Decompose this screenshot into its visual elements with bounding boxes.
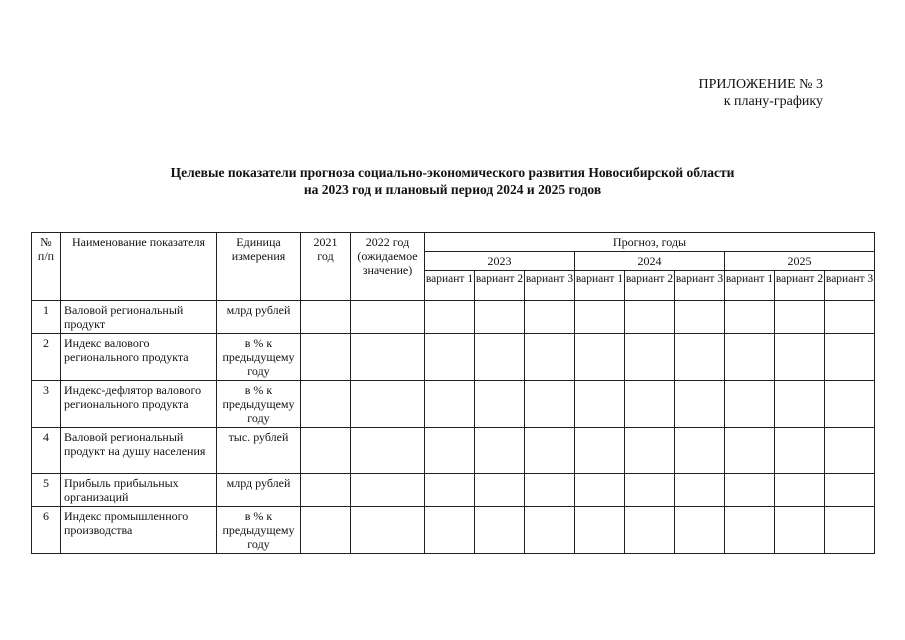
value-cell xyxy=(475,381,525,428)
header-variant: вариант 3 xyxy=(675,271,725,301)
value-cell xyxy=(775,507,825,554)
table-row xyxy=(32,428,875,474)
row-unit: млрд рублей xyxy=(217,474,301,507)
row-num: 2 xyxy=(32,334,61,381)
value-cell xyxy=(675,381,725,428)
value-cell xyxy=(775,474,825,507)
value-cell xyxy=(475,301,525,334)
row-num: 3 xyxy=(32,381,61,428)
value-cell xyxy=(675,301,725,334)
value-cell xyxy=(575,507,625,554)
value-cell xyxy=(425,428,475,474)
header-year-2024: 2024 xyxy=(575,252,725,271)
value-cell xyxy=(575,334,625,381)
value-cell xyxy=(675,428,725,474)
indicators-table xyxy=(31,232,875,554)
value-cell xyxy=(725,301,775,334)
value-cell xyxy=(425,301,475,334)
row-num: 4 xyxy=(32,428,61,474)
appendix-label xyxy=(699,76,824,110)
value-cell xyxy=(525,428,575,474)
header-forecast: Прогноз, годы xyxy=(425,233,875,252)
document-title-line-1: Целевые показатели прогноза социально-экономического развития Новосибирской области xyxy=(170,165,735,180)
header-year-2025: 2025 xyxy=(725,252,875,271)
row-name: Валовой региональный продукт на душу населения xyxy=(61,428,217,474)
value-cell xyxy=(825,474,875,507)
header-variant: вариант 2 xyxy=(775,271,825,301)
value-cell xyxy=(475,507,525,554)
row-name: Прибыль прибыльных организаций xyxy=(61,474,217,507)
row-unit: в % к предыдущему году xyxy=(217,381,301,428)
value-cell xyxy=(625,507,675,554)
value-cell xyxy=(825,334,875,381)
header-variant: вариант 1 xyxy=(425,271,475,301)
value-cell xyxy=(625,428,675,474)
header-variant: вариант 3 xyxy=(825,271,875,301)
value-cell xyxy=(475,474,525,507)
document-title xyxy=(0,164,905,198)
row-name: Индекс промышленного производства xyxy=(61,507,217,554)
value-cell xyxy=(525,507,575,554)
value-cell xyxy=(525,301,575,334)
value-cell xyxy=(725,507,775,554)
value-cell xyxy=(825,381,875,428)
header-name: Наименование показателя xyxy=(61,233,217,301)
header-num: № п/п xyxy=(32,233,61,301)
value-cell xyxy=(351,334,425,381)
value-cell xyxy=(525,474,575,507)
value-cell xyxy=(475,428,525,474)
value-cell xyxy=(301,474,351,507)
value-cell xyxy=(525,381,575,428)
document-title-line-2: на 2023 год и плановый период 2024 и 2025 годов xyxy=(303,182,602,197)
value-cell xyxy=(351,301,425,334)
value-cell xyxy=(675,334,725,381)
value-cell xyxy=(525,334,575,381)
row-num: 5 xyxy=(32,474,61,507)
row-unit: в % к предыдущему году xyxy=(217,334,301,381)
header-variant: вариант 1 xyxy=(575,271,625,301)
value-cell xyxy=(575,474,625,507)
value-cell xyxy=(825,428,875,474)
value-cell xyxy=(351,474,425,507)
header-variant: вариант 1 xyxy=(725,271,775,301)
table-row xyxy=(32,301,875,334)
value-cell xyxy=(625,474,675,507)
value-cell xyxy=(301,301,351,334)
value-cell xyxy=(575,428,625,474)
row-num: 6 xyxy=(32,507,61,554)
table-row xyxy=(32,474,875,507)
row-unit: в % к предыдущему году xyxy=(217,507,301,554)
header-2021: 2021 год xyxy=(301,233,351,301)
value-cell xyxy=(825,507,875,554)
value-cell xyxy=(675,507,725,554)
value-cell xyxy=(775,334,825,381)
value-cell xyxy=(825,301,875,334)
appendix-reference: к плану-графику xyxy=(723,94,823,109)
header-year-2023: 2023 xyxy=(425,252,575,271)
value-cell xyxy=(675,474,725,507)
table-row xyxy=(32,381,875,428)
value-cell xyxy=(725,334,775,381)
value-cell xyxy=(425,381,475,428)
header-unit: Единица измерения xyxy=(217,233,301,301)
value-cell xyxy=(301,507,351,554)
value-cell xyxy=(625,301,675,334)
value-cell xyxy=(775,381,825,428)
value-cell xyxy=(775,428,825,474)
value-cell xyxy=(625,381,675,428)
table-row xyxy=(32,334,875,381)
header-variant: вариант 2 xyxy=(625,271,675,301)
header-row-1 xyxy=(32,233,875,252)
value-cell xyxy=(775,301,825,334)
row-name: Индекс-дефлятор валового регионального продукта xyxy=(61,381,217,428)
value-cell xyxy=(425,507,475,554)
value-cell xyxy=(575,381,625,428)
value-cell xyxy=(351,428,425,474)
value-cell xyxy=(725,474,775,507)
value-cell xyxy=(425,474,475,507)
value-cell xyxy=(301,428,351,474)
value-cell xyxy=(425,334,475,381)
value-cell xyxy=(725,381,775,428)
value-cell xyxy=(301,381,351,428)
value-cell xyxy=(625,334,675,381)
header-variant: вариант 3 xyxy=(525,271,575,301)
header-variant: вариант 2 xyxy=(475,271,525,301)
value-cell xyxy=(351,381,425,428)
row-num: 1 xyxy=(32,301,61,334)
value-cell xyxy=(351,507,425,554)
value-cell xyxy=(725,428,775,474)
row-unit: тыс. рублей xyxy=(217,428,301,474)
value-cell xyxy=(475,334,525,381)
row-name: Валовой региональный продукт xyxy=(61,301,217,334)
row-unit: млрд рублей xyxy=(217,301,301,334)
value-cell xyxy=(301,334,351,381)
table-row xyxy=(32,507,875,554)
header-2022: 2022 год (ожидаемое значение) xyxy=(351,233,425,301)
value-cell xyxy=(575,301,625,334)
appendix-number: ПРИЛОЖЕНИЕ № 3 xyxy=(698,77,823,92)
row-name: Индекс валового регионального продукта xyxy=(61,334,217,381)
